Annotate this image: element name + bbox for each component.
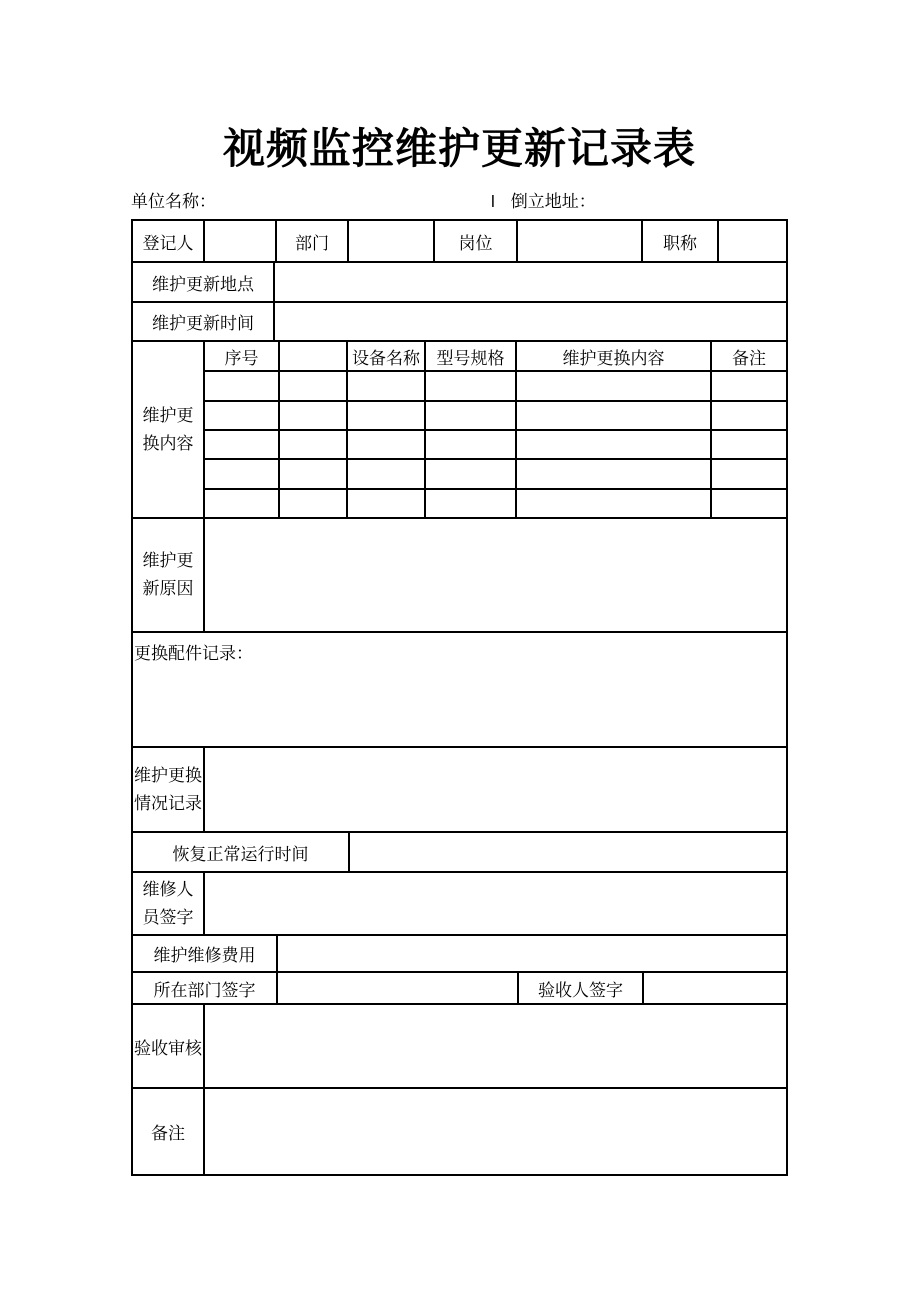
department-label: 部门 [277, 221, 349, 261]
empty-cell [280, 402, 348, 429]
unit-address-group [491, 190, 596, 214]
seq-header: 序号 [205, 342, 280, 370]
unit-name-label: 单位名称： [131, 192, 216, 212]
department-value-cell [349, 221, 435, 261]
maintenance-item-row [205, 490, 786, 517]
parts-record-label: 更换配件记录： [134, 644, 253, 664]
recover-time-row [133, 833, 786, 873]
dept-sign-value-cell [278, 973, 519, 1003]
device-name-header: 设备名称 [348, 342, 426, 370]
device-name-cell [348, 372, 426, 399]
record-form-table [131, 219, 788, 1176]
remark-header: 备注 [732, 348, 766, 368]
seq-cell [205, 460, 280, 487]
situation-value-cell [205, 748, 786, 831]
seq-cell [205, 490, 280, 517]
review-row [133, 1005, 786, 1089]
page-title: 视频监控维护更新记录表 [222, 125, 696, 172]
reason-label: 维护更 新原因 [133, 519, 205, 631]
registrant-label: 登记人 [133, 221, 205, 261]
remark-cell [712, 431, 786, 458]
device-name-cell [348, 431, 426, 458]
empty-cell [280, 460, 348, 487]
model-spec-cell [426, 372, 517, 399]
review-value-cell [205, 1005, 786, 1087]
fee-row [133, 936, 786, 973]
reason-value-cell [205, 519, 786, 631]
remark-cell [712, 460, 786, 487]
location-value-cell [275, 263, 786, 301]
note-value-cell [205, 1089, 786, 1174]
job-title-label: 职称 [643, 221, 719, 261]
device-name-cell [348, 490, 426, 517]
recover-time-label: 恢复正常运行时间 [133, 833, 350, 871]
content-header: 维护更换内容 [517, 342, 712, 370]
time-label: 维护更新时间 [133, 303, 275, 340]
header-line [131, 190, 788, 214]
unit-address-label: 倒立地址： [510, 192, 596, 212]
repairer-sign-label: 维修人 员签字 [133, 873, 205, 934]
parts-record-row [133, 633, 786, 748]
device-name-cell [348, 460, 426, 487]
content-cell [517, 372, 712, 399]
empty-cell [280, 372, 348, 399]
seq-cell [205, 372, 280, 399]
model-spec-cell [426, 460, 517, 487]
model-spec-cell [426, 402, 517, 429]
location-row [133, 263, 786, 303]
position-value-cell [518, 221, 643, 261]
empty-cell [280, 490, 348, 517]
situation-row [133, 748, 786, 833]
note-row [133, 1089, 786, 1174]
model-spec-cell [426, 431, 517, 458]
review-label: 验收审核 [133, 1005, 205, 1087]
content-cell [517, 490, 712, 517]
location-label: 维护更新地点 [133, 263, 275, 301]
empty-cell [280, 431, 348, 458]
maintenance-item-row [205, 431, 786, 460]
situation-label: 维护更换 情况记录 [133, 748, 205, 831]
recover-time-value-cell [350, 833, 786, 871]
registrant-value-cell [205, 221, 277, 261]
reason-row [133, 519, 786, 633]
repairer-sign-value-cell [205, 873, 786, 934]
remark-cell [712, 490, 786, 517]
position-label: 岗位 [435, 221, 518, 261]
acceptor-sign-label: 验收人签字 [519, 973, 644, 1003]
maintenance-content-label: 维护更 换内容 [133, 342, 205, 517]
seq-cell [205, 431, 280, 458]
maintenance-item-row [205, 460, 786, 489]
repairer-sign-row [133, 873, 786, 936]
remark-cell [712, 372, 786, 399]
maintenance-header-row [205, 342, 786, 372]
model-spec-header: 型号规格 [426, 342, 517, 370]
acceptor-sign-value-cell [644, 973, 786, 1003]
fee-label: 维护维修费用 [133, 936, 278, 971]
content-cell [517, 460, 712, 487]
maintenance-item-row [205, 372, 786, 401]
dept-sign-row [133, 973, 786, 1005]
document-content [131, 0, 788, 1176]
maintenance-item-row [205, 402, 786, 431]
seq-cell [205, 402, 280, 429]
content-cell [517, 402, 712, 429]
registrant-row [133, 221, 786, 263]
time-row [133, 303, 786, 342]
dept-sign-label: 所在部门签字 [133, 973, 278, 1003]
maintenance-sub-table [205, 342, 786, 517]
note-label: 备注 [133, 1089, 205, 1174]
job-title-value-cell [719, 221, 786, 261]
time-value-cell [275, 303, 786, 340]
divider-mark: l [491, 192, 495, 212]
empty-header-cell [280, 342, 348, 370]
fee-value-cell [278, 936, 786, 971]
device-name-cell [348, 402, 426, 429]
remark-cell [712, 402, 786, 429]
model-spec-cell [426, 490, 517, 517]
maintenance-content-section [133, 342, 786, 519]
content-cell [517, 431, 712, 458]
